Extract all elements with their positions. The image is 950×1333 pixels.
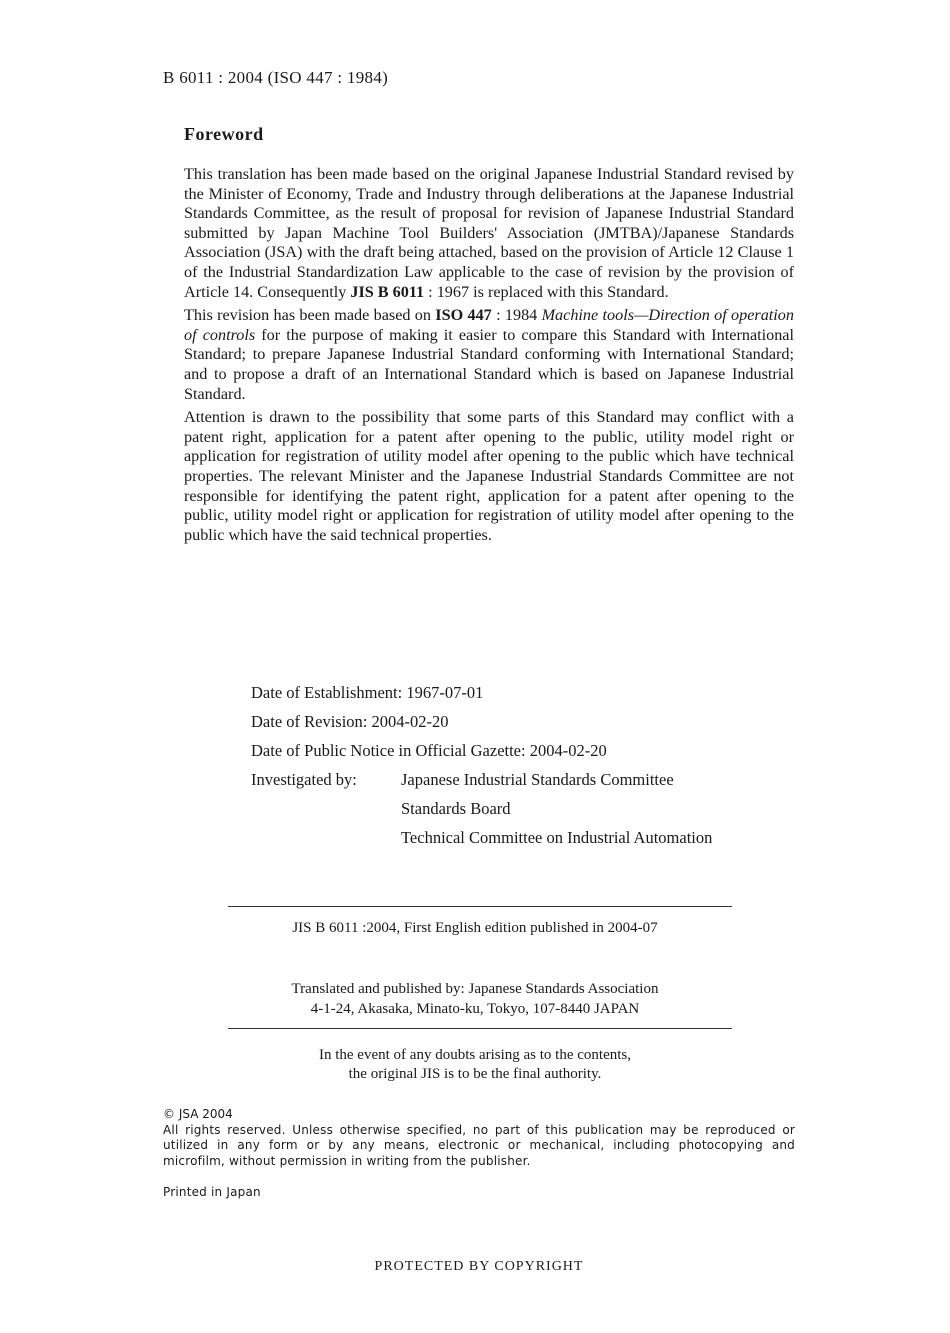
publisher-block	[0, 979, 950, 1019]
copyright-notice: © JSA 2004	[163, 1107, 233, 1121]
foreword-body	[184, 165, 794, 549]
investigated-technical-committee: Technical Committee on Industrial Automation	[401, 828, 713, 847]
foreword-paragraph-3: Attention is drawn to the possibility that some parts of this Standard may conflict with a patent right, application for a patent after opening to the public, utility model right or application for registration of utility model after opening to the public which have technical properties. The relevant Minister and the Japanese Industrial Standards Committee are not responsible for identifying the patent right, application for a patent after opening to the public, utility model right or application for registration of utility model after opening to the public which have the said technical properties.	[184, 408, 794, 544]
p1-text-b: : 1967 is replaced with this Standard.	[424, 282, 669, 301]
investigated-label: Investigated by:	[251, 770, 357, 789]
divider-top	[228, 906, 732, 907]
standard-designation: B 6011 : 2004 (ISO 447 : 1984)	[163, 68, 389, 87]
copyright-block	[163, 1107, 795, 1169]
publisher-name: Translated and published by: Japanese Standards Association	[291, 981, 659, 997]
p2-text-a: This revision has been made based on	[184, 306, 436, 325]
p1-text-a: This translation has been made based on the original Japanese Industrial Standard revised by the Minister of Economy, Trade and Industry through deliberations at the Japanese Industrial Standards Committee, as the result of proposal for revision of Japanese Industrial Standard submitted by Japan Machine Tool Builders' Association (JMTBA)/Japanese Standards Association (JSA) with the draft being attached, based on the provision of Article 12 Clause 1 of the Industrial Standardization Law applicable to the case of revision by the provision of Article 14. Consequently	[184, 165, 794, 301]
investigated-board: Standards Board	[401, 799, 511, 818]
disclaimer-line-1: In the event of any doubts arising as to the contents,	[318, 1047, 631, 1063]
disclaimer-line-2: the original JIS is to be the final authority.	[348, 1066, 602, 1082]
date-revision: Date of Revision: 2004-02-20	[251, 712, 449, 731]
rights-statement: All rights reserved. Unless otherwise specified, no part of this publication may be reproduced or utilized in any form or by any means, electronic or mechanical, including photocopying and microfilm, without permission in writing from the publisher.	[163, 1122, 795, 1168]
p1-standard-ref: JIS B 6011	[350, 282, 425, 301]
edition-note: JIS B 6011 :2004, First English edition published in 2004-07	[292, 920, 658, 936]
publisher-address: 4-1-24, Akasaka, Minato-ku, Tokyo, 107-8440 JAPAN	[310, 1001, 640, 1017]
foreword-paragraph-1	[184, 165, 794, 302]
p2-iso-title: Machine tools—Direction of operation of controls	[184, 306, 794, 344]
p2-iso-ref: ISO 447	[435, 306, 492, 325]
p2-text-b: : 1984	[491, 306, 542, 325]
printed-in: Printed in Japan	[163, 1185, 261, 1199]
p2-text-c: for the purpose of making it easier to compare this Standard with International Standard; to prepare Japanese Industrial Standard conforming with International Standard; and to propose a draft of an International Standard which is based on Japanese Industrial Standard.	[184, 325, 794, 403]
date-public-notice: Date of Public Notice in Official Gazette: 2004-02-20	[251, 741, 607, 760]
copyright-footer: PROTECTED BY COPYRIGHT	[374, 1259, 584, 1274]
divider-bottom	[228, 1028, 732, 1029]
investigated-committee: Japanese Industrial Standards Committee	[401, 770, 674, 789]
disclaimer-block	[0, 1046, 950, 1084]
foreword-paragraph-2	[184, 306, 794, 404]
foreword-title: Foreword	[184, 124, 264, 144]
date-establishment: Date of Establishment: 1967-07-01	[251, 683, 484, 702]
